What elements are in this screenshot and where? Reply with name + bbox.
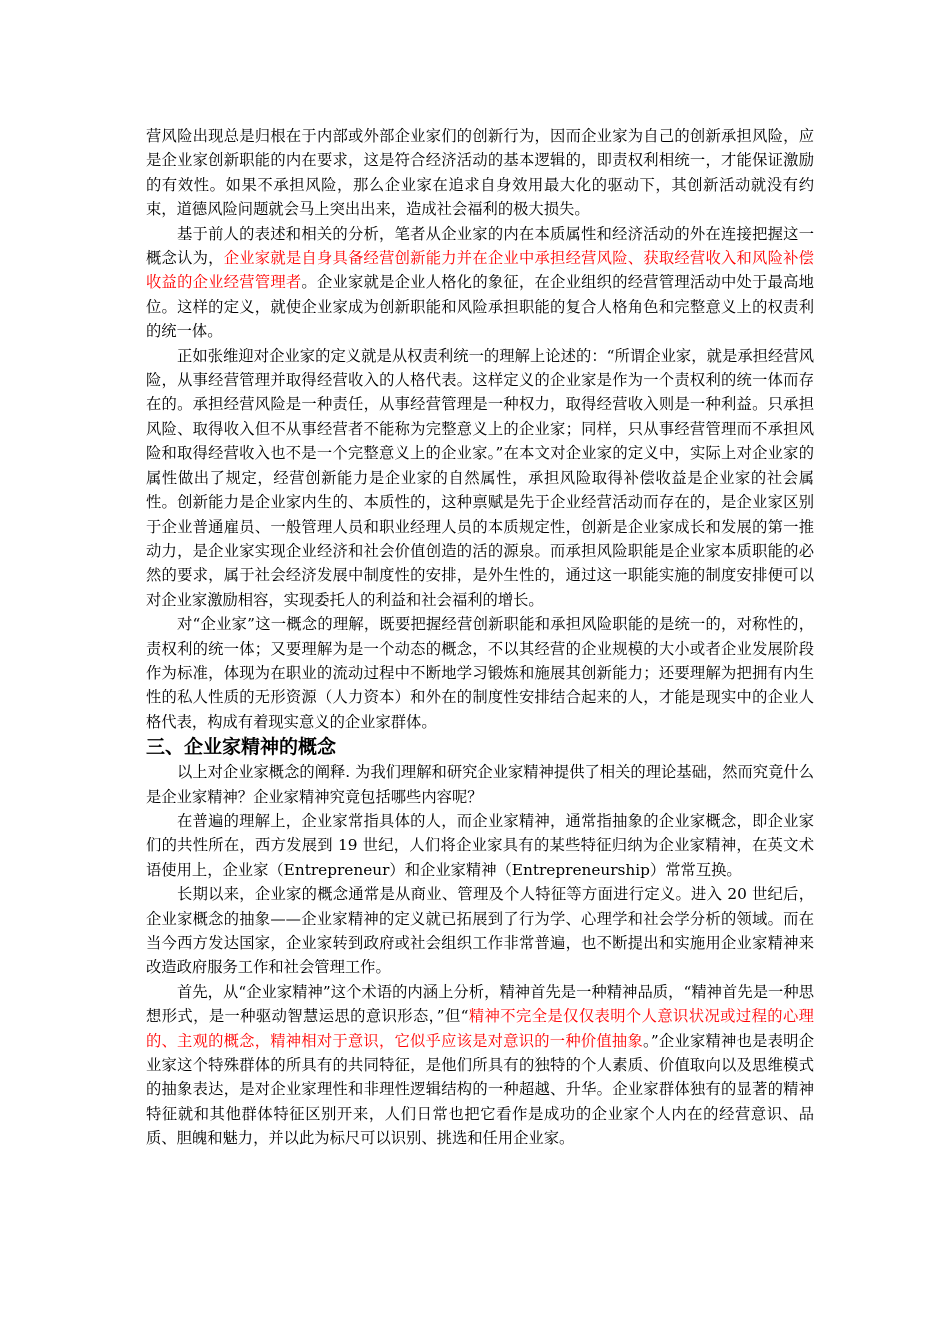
paragraph-7-text: 长期以来，企业家的概念通常是从商业、管理及个人特征等方面进行定义。进入 20 世纪后，企业家概念的抽象——企业家精神的定义就已拓展到了行为学、心理学和社会学分析的领域。而在当今西方发达国家，企业家转到政府或社会组织工作非常普遍，也不断提出和实施用企业家精神来改造政府服务工作和社会管理工作。 <box>146 885 814 977</box>
paragraph-8-text-a: 首先，从“企业家精神”这个术语的内涵上分析，精神首先是一种精神品质，“精神首先是一种思想形式，是一种驱动智慧运思的意识形态，”但“ <box>146 982 814 1026</box>
paragraph-2 <box>146 222 814 344</box>
paragraph-5 <box>146 760 814 809</box>
paragraph-8 <box>146 980 814 1151</box>
paragraph-2-highlight: 企业家就是自身具备经营创新能力并在企业中承担经营风险、获取经营收入和风险补偿收益的企业经营管理者 <box>146 249 814 292</box>
paragraph-6-text: 在普遍的理解上，企业家常指具体的人，而企业家精神，通常指抽象的企业家概念，即企业家们的共性所在，西方发展到 19 世纪，人们将企业家具有的某些特征归纳为企业家精神，在英文术语使用上，企业家（Entrepreneur）和企业家精神（Entrepreneurship）常常互换。 <box>146 811 814 879</box>
paragraph-2-text-b: 。企业家就是企业人格化的象征，在企业组织的经营管理活动中处于最高地位。这样的定义，就使企业家成为创新职能和风险承担职能的复合人格角色和完整意义上的权责利的统一体。 <box>146 273 814 341</box>
paragraph-7 <box>146 882 814 980</box>
paragraph-2-text-a: 基于前人的表述和相关的分析，笔者从企业家的内在本质属性和经济活动的外在连接把握这一概念认为， <box>146 224 814 268</box>
paragraph-8-text-b: 。”企业家精神也是表明企业家这个特殊群体的所具有的共同特征，是他们所具有的独特的个人素质、价值取向以及思维模式的抽象表达，是对企业家理性和非理性逻辑结构的一种超越、升华。企业家群体独有的显著的精神特征就和其他群体特征区别开来，人们日常也把它看作是成功的企业家个人内在的经营意识、品质、胆魄和魅力，并以此为标尺可以识别、挑选和任用企业家。 <box>146 1031 814 1148</box>
document-page <box>146 124 814 1151</box>
paragraph-1 <box>146 124 814 222</box>
paragraph-1-text: 营风险出现总是归根在于内部或外部企业家们的创新行为，因而企业家为自己的创新承担风险，应是企业家创新职能的内在要求，这是符合经济活动的基本逻辑的，即责权利相统一，才能保证激励的有效性。如果不承担风险，那么企业家在追求自身效用最大化的驱动下，其创新活动就没有约束，道德风险问题就会马上突出出来，造成社会福利的极大损失。 <box>146 127 814 219</box>
paragraph-3 <box>146 344 814 612</box>
paragraph-5-text: 以上对企业家概念的阐释. 为我们理解和研究企业家精神提供了相关的理论基础，然而究竟什么是企业家精神？企业家精神究竟包括哪些内容呢？ <box>146 763 814 806</box>
paragraph-4 <box>146 612 814 734</box>
paragraph-8-highlight: 精神不完全是仅仅表明个人意识状况或过程的心理的、主观的概念，精神相对于意识，它似乎应该是对意识的一种价值抽象 <box>146 1007 814 1050</box>
section-heading: 三、企业家精神的概念 <box>146 736 337 759</box>
paragraph-3-text: 正如张维迎对企业家的定义就是从权责利统一的理解上论述的：“所谓企业家，就是承担经营风险，从事经营管理并取得经营收入的人格代表。这样定义的企业家是作为一个责权利的统一体而存在的。承担经营风险是一种责任，从事经营管理是一种权力，取得经营收入则是一种利益。只承担风险、取得收入但不从事经营者不能称为完整意义上的企业家；同样，只从事经营管理而不承担风险和取得经营收入也不是一个完整意义上的企业家。”在本文对企业家的定义中，实际上对企业家的属性做出了规定，经营创新能力是企业家的自然属性，承担风险取得补偿收益是企业家的社会属性。创新能力是企业家内生的、本质性的，这种禀赋是先于企业经营活动而存在的，是企业家区别于企业普通雇员、一般管理人员和职业经理人员的本质规定性，创新是企业家成长和发展的第一推动力，是企业家实现企业经济和社会价值创造的活的源泉。而承担风险职能是企业家本质职能的必然的要求，属于社会经济发展中制度性的安排，是外生性的，通过这一职能实施的制度安排便可以对企业家激励相容，实现委托人的利益和社会福利的增长。 <box>146 346 814 609</box>
paragraph-6 <box>146 809 814 882</box>
paragraph-4-text: 对“企业家”这一概念的理解，既要把握经营创新职能和承担风险职能的是统一的，对称性的，责权利的统一体；又要理解为是一个动态的概念，不以其经营的企业规模的大小或者企业发展阶段作为标准，体现为在职业的流动过程中不断地学习锻炼和施展其创新能力；还要理解为把拥有内生性的私人性质的无形资源（人力资本）和外在的制度性安排结合起来的人，才能是现实中的企业人格代表，构成有着现实意义的企业家群体。 <box>146 615 814 731</box>
